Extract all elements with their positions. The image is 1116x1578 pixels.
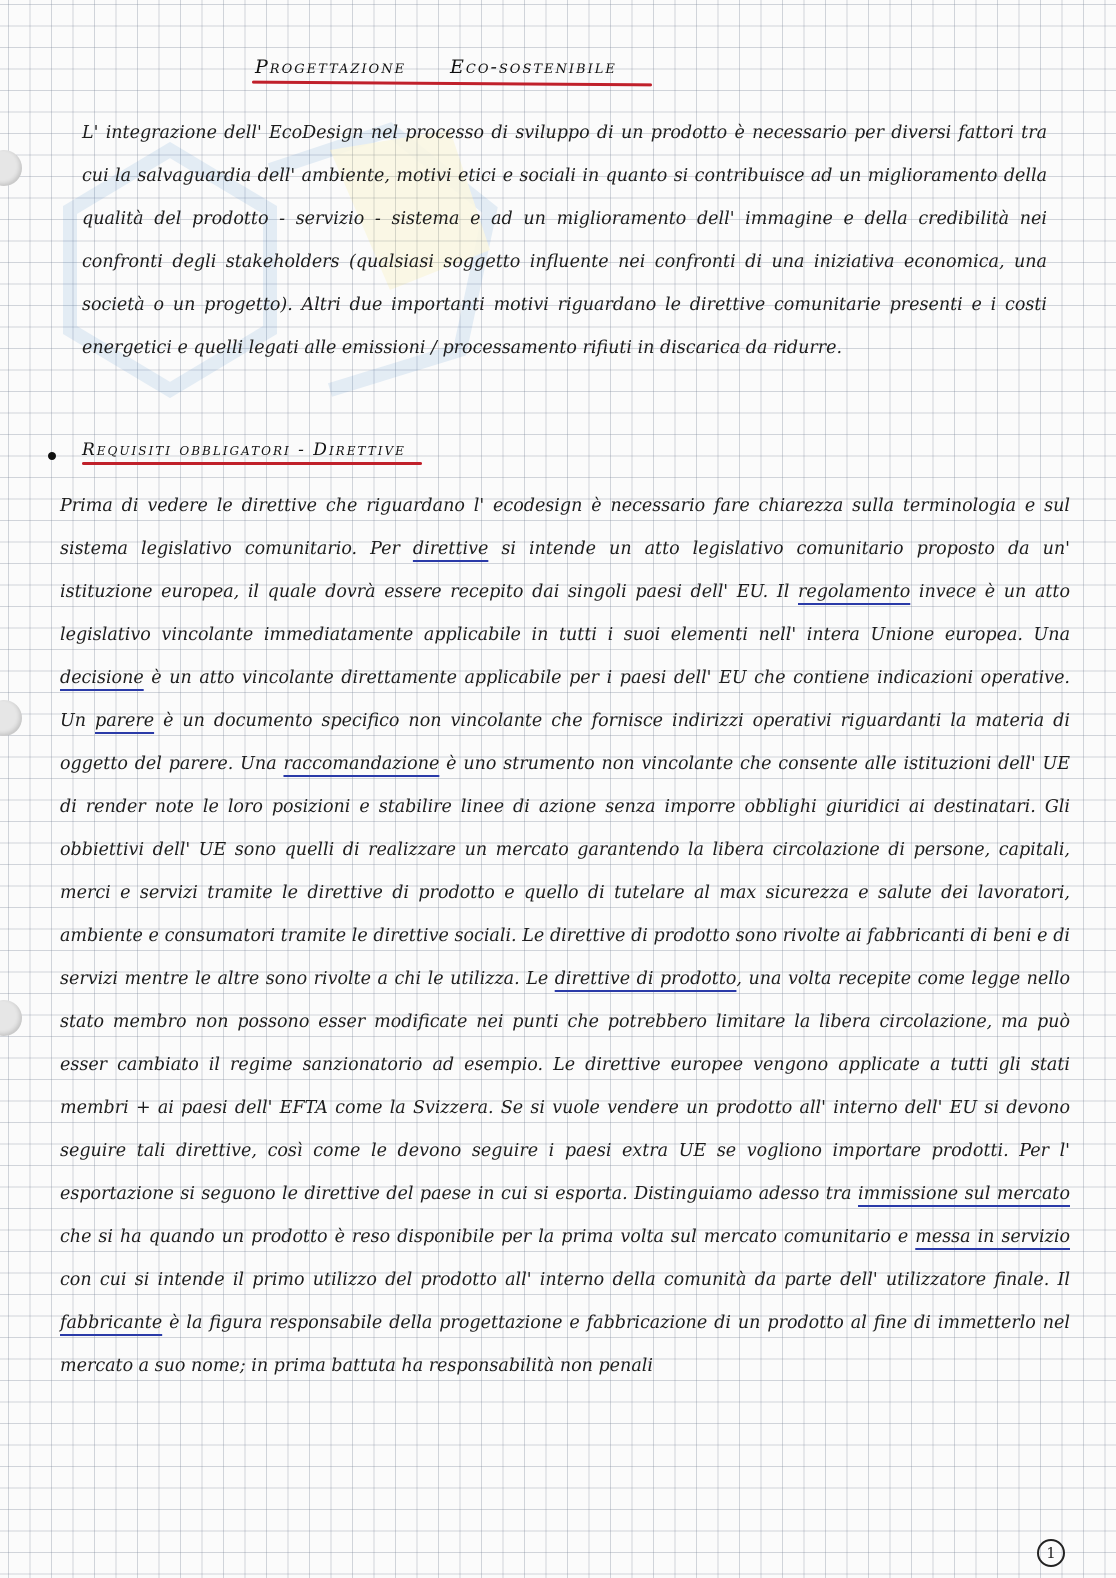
body-text: con cui si intende il primo utilizzo del prodotto all' interno della comunità da parte dell' utilizzatore finale. Il <box>60 1270 1070 1290</box>
body-text: , una volta recepite come legge nello stato membro non possono esser modificate nei punti che potrebbero limitare la libera circolazione, ma può esser cambiato il regime sanzionatorio ad esempio. Le direttive europee vengono applicate a tutti gli stati membri + ai paesi dell' EFTA come la Svizzera. Se si vuole vendere un prodotto all' interno dell' EU si devono seguire tali direttive, così come le devono seguire i paesi extra UE se vogliono importare prodotti. Per l' esportazione si seguono le direttive del paese in cui si esporta. Distinguiamo adesso tra <box>60 969 1070 1204</box>
section-heading: Requisiti obbligatori - Direttive <box>82 440 406 460</box>
title-word-2: Eco-sostenibile <box>450 56 617 78</box>
keyword-immissione-sul-mercato: immissione sul mercato <box>858 1184 1070 1204</box>
body-text: invece è un atto legislativo vincolante immediatamente applicabile in tutti i suoi elementi nell' intera Unione europea. Una <box>60 582 1070 645</box>
page-number: 1 <box>1037 1539 1065 1567</box>
keyword-regolamento: regolamento <box>798 582 911 602</box>
body-text: è uno strumento non vincolante che consente alle istituzioni dell' UE di render note le loro posizioni e stabilire linee di azione senza imporre obblighi giuridici ai destinatari. Gli obbiettivi dell' UE sono quelli di realizzare un mercato garantendo la libera circolazione di persone, capitali, merci e servizi tramite le direttive di prodotto e quello di tutelare al max sicurezza e salute dei lavoratori, ambiente e consumatori tramite le direttive sociali. Le direttive di prodotto sono rivolte ai fabbricanti di beni e di servizi mentre le altre sono rivolte a chi le utilizza. Le <box>60 754 1070 989</box>
body-text: è la figura responsabile della progettazione e fabbricazione di un prodotto al fine di immetterlo nel mercato a suo nome; in prima battuta ha responsabilità non penali <box>60 1313 1070 1376</box>
binder-hole-bottom <box>0 1000 22 1036</box>
page-title <box>250 52 670 82</box>
body-paragraph <box>60 485 1070 1388</box>
keyword-parere: parere <box>95 711 155 731</box>
keyword-direttive: direttive <box>412 539 489 559</box>
keyword-raccomandazione: raccomandazione <box>283 754 440 774</box>
keyword-messa-in-servizio: messa in servizio <box>915 1227 1070 1247</box>
body-text: che si ha quando un prodotto è reso disponibile per la prima volta sul mercato comunitario e <box>60 1227 916 1247</box>
binder-hole-top <box>0 150 22 186</box>
keyword-fabbricante: fabbricante <box>60 1313 163 1333</box>
section-underline <box>82 462 422 465</box>
body-text: è un documento specifico non vincolante che fornisce indirizzi operativi riguardanti la materia di oggetto del parere. Una <box>60 711 1070 774</box>
keyword-decisione: decisione <box>60 668 144 688</box>
body-text: è un atto vincolante direttamente applicabile per i paesi dell' EU che contiene indicazioni operative. Un <box>60 668 1070 731</box>
keyword-direttive-di-prodotto: direttive di prodotto <box>554 969 737 989</box>
binder-hole-middle <box>0 700 22 736</box>
body-text: si intende un atto legislativo comunitario proposto da un' istituzione europea, il quale dovrà essere recepito dai singoli paesi dell' EU. Il <box>60 539 1070 602</box>
intro-paragraph: L' integrazione dell' EcoDesign nel processo di sviluppo di un prodotto è necessario per diversi fattori tra cui la salvaguardia dell' ambiente, motivi etici e sociali in quanto si contribuisce ad un miglioramento della qualità del prodotto - servizio - sistema e ad un miglioramento dell' immagine e della credibilità nei confronti degli stakeholders (qualsiasi soggetto influente nei confronti di una iniziativa economica, una società o un progetto). Altri due importanti motivi riguardano le direttive comunitarie presenti e i costi energetici e quelli legati alle emissioni / processamento rifiuti in discarica da ridurre. <box>82 123 1047 358</box>
body-text: Prima di vedere le direttive che riguardano l' ecodesign è necessario fare chiarezza sulla terminologia e sul sistema legislativo comunitario. Per <box>60 496 1070 559</box>
section-bullet <box>48 452 56 460</box>
title-word-1: Progettazione <box>255 56 407 78</box>
